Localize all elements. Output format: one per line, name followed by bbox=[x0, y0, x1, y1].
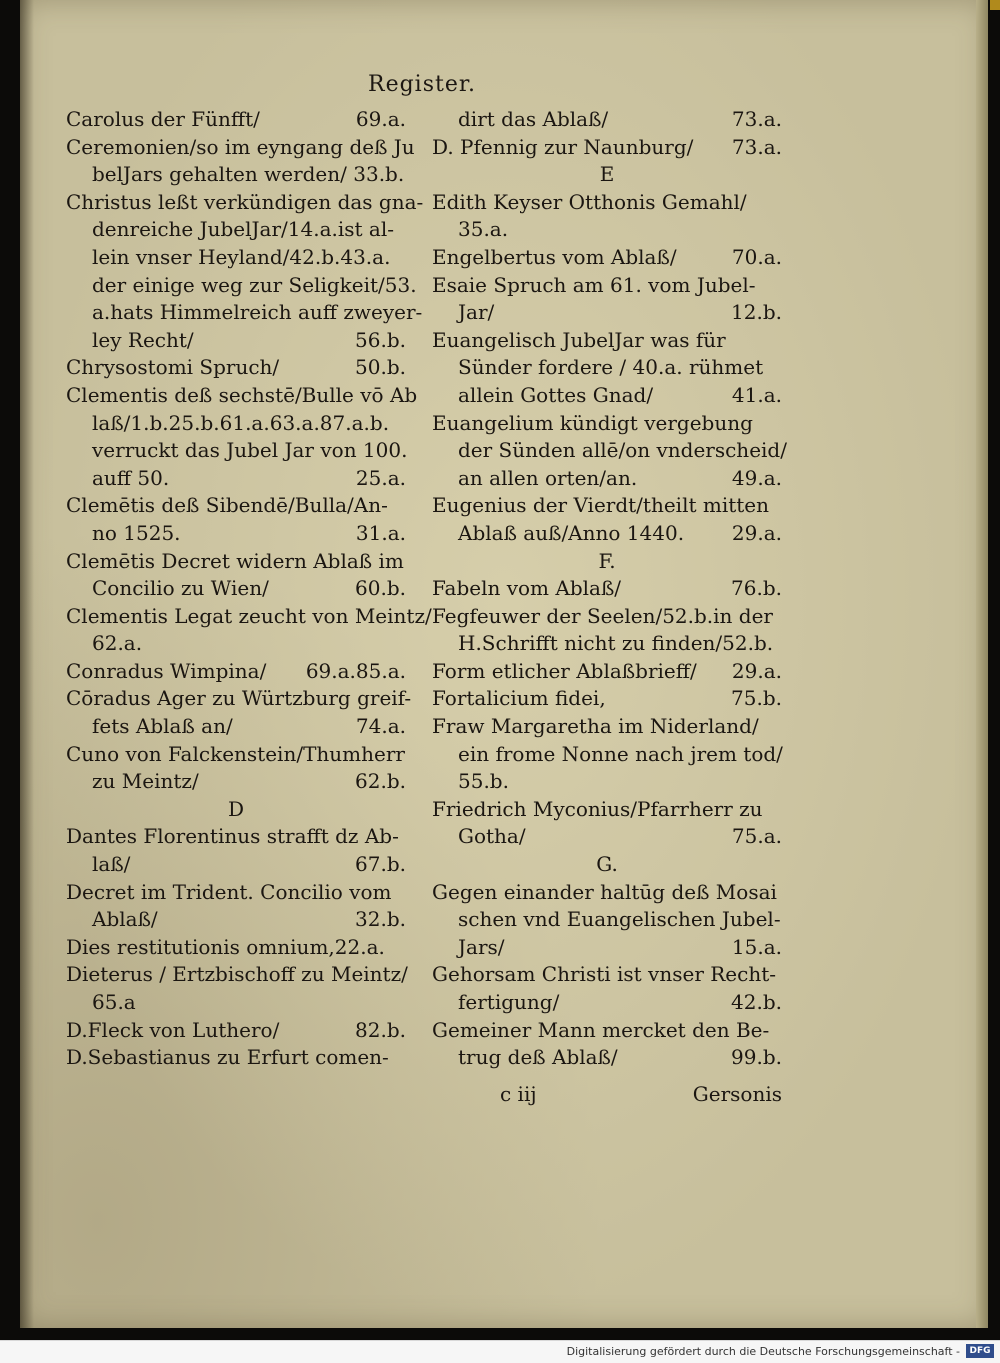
entry-text: Form etlicher Ablaßbrieff/ bbox=[432, 658, 697, 683]
index-entry bbox=[432, 244, 782, 272]
entry-continuation: 62.a. bbox=[92, 631, 143, 656]
entry-continuation: allein Gottes Gnad/ bbox=[458, 382, 654, 407]
index-entry bbox=[432, 796, 782, 824]
entry-continuation: an allen orten/an. bbox=[458, 465, 638, 490]
index-entry bbox=[432, 741, 782, 769]
entry-text: D.Fleck von Luthero/ bbox=[66, 1017, 280, 1042]
page-edge bbox=[976, 0, 988, 1328]
page-reference: 82.b. bbox=[355, 1017, 406, 1042]
entry-text: Conradus Wimpina/ bbox=[66, 658, 267, 683]
index-entry bbox=[66, 906, 406, 934]
entry-continuation: Jars/ bbox=[458, 934, 505, 959]
section-letter: E bbox=[599, 162, 615, 187]
index-entry bbox=[66, 520, 406, 548]
page-reference: 41.a. bbox=[731, 382, 782, 407]
page-reference: 56.b. bbox=[355, 327, 406, 352]
page-reference: 74.a. bbox=[355, 714, 406, 739]
entry-continuation: H.Schrifft nicht zu finden/52.b. bbox=[458, 631, 774, 656]
index-entry bbox=[432, 713, 782, 741]
entry-continuation: fertigung/ bbox=[458, 990, 560, 1014]
entry-text: D. Pfennig zur Naunburg/ bbox=[432, 134, 694, 159]
entry-continuation: denreiche JubelJar/14.a.ist al- bbox=[92, 217, 394, 242]
index-entry bbox=[66, 161, 406, 189]
index-entry bbox=[66, 272, 417, 300]
entry-text: Cōradus Ager zu Würtzburg greif- bbox=[66, 686, 412, 711]
entry-continuation: Sünder fordere / 40.a. rühmet bbox=[458, 355, 764, 380]
index-entry bbox=[66, 106, 406, 134]
entry-continuation: a.hats Himmelreich auff zweyer- bbox=[92, 300, 423, 325]
index-entry bbox=[432, 768, 782, 796]
page-reference: 62.b. bbox=[355, 769, 406, 794]
signature-mark: c iij bbox=[500, 1082, 537, 1106]
section-letter: G. bbox=[596, 852, 618, 877]
index-entry bbox=[66, 189, 424, 217]
index-entry bbox=[432, 603, 782, 631]
entry-text: Eugenius der Vierdt/theilt mitten bbox=[432, 493, 770, 518]
index-entry bbox=[432, 823, 782, 851]
entry-text: Ceremonien/so im eyngang deß Ju bbox=[66, 134, 415, 159]
entry-continuation: no 1525. bbox=[92, 520, 181, 545]
index-column-left bbox=[66, 106, 432, 1072]
page-reference: 49.a. bbox=[731, 465, 782, 490]
gilded-edge bbox=[990, 0, 1000, 10]
index-entry bbox=[432, 134, 782, 162]
entry-continuation: auff 50. bbox=[92, 465, 170, 490]
footer-band bbox=[0, 1340, 1000, 1363]
index-entry bbox=[66, 575, 406, 603]
entry-text: Euangelium kündigt vergebung bbox=[432, 410, 753, 435]
entry-text: Fortalicium fidei, bbox=[432, 686, 606, 711]
entry-continuation: ein frome Nonne nach jrem tod/ bbox=[458, 741, 783, 766]
running-head: Register. bbox=[368, 72, 476, 97]
entry-text: Dies restitutionis omnium,22.a. bbox=[66, 934, 385, 959]
entry-text: Dieterus / Ertzbischoff zu Meintz/ bbox=[66, 962, 408, 987]
entry-text: Engelbertus vom Ablaß/ bbox=[432, 244, 677, 269]
entry-continuation: 55.b. bbox=[458, 769, 509, 794]
index-entry bbox=[432, 216, 782, 244]
page-reference: 31.a. bbox=[355, 520, 406, 545]
index-entry bbox=[66, 437, 406, 465]
index-entry bbox=[66, 410, 406, 438]
gutter-shadow bbox=[20, 0, 34, 1328]
entry-text: Clemētis Decret widern Ablaß im bbox=[66, 548, 404, 573]
index-entry bbox=[432, 630, 782, 658]
index-entry bbox=[432, 410, 782, 438]
index-entry bbox=[66, 382, 418, 410]
entry-continuation: Concilio zu Wien/ bbox=[92, 576, 269, 601]
index-entry bbox=[66, 299, 423, 327]
entry-text: Dantes Florentinus strafft dz Ab- bbox=[66, 824, 399, 849]
index-entry bbox=[66, 354, 406, 382]
entry-continuation: der Sünden allē/on vnderscheid/ bbox=[458, 438, 787, 463]
index-entry bbox=[432, 989, 782, 1017]
entry-text: Clementis deß sechstē/Bulle vō Ab bbox=[66, 382, 418, 407]
page-reference: 76.b. bbox=[731, 576, 782, 601]
section-letter: D bbox=[227, 796, 245, 821]
page-reference: 69.a.85.a. bbox=[305, 658, 406, 683]
entry-text: Esaie Spruch am 61. vom Jubel- bbox=[432, 272, 756, 297]
index-entry bbox=[66, 603, 432, 631]
index-column-right bbox=[432, 106, 787, 1072]
index-entry bbox=[432, 106, 782, 134]
page-reference: 75.a. bbox=[731, 824, 782, 849]
catchword: Gersonis bbox=[692, 1082, 782, 1106]
entry-text: Fraw Margaretha im Niderland/ bbox=[432, 714, 759, 739]
index-entry bbox=[66, 327, 406, 355]
index-entry bbox=[432, 575, 782, 603]
index-entry bbox=[66, 216, 406, 244]
entry-continuation: ley Recht/ bbox=[92, 327, 194, 352]
section-letter: F. bbox=[598, 548, 616, 573]
index-entry bbox=[432, 1017, 782, 1045]
index-entry bbox=[66, 244, 406, 272]
index-entry bbox=[432, 934, 782, 962]
index-entry bbox=[432, 1044, 782, 1072]
entry-text: Euangelisch JubelJar was für bbox=[432, 327, 726, 352]
entry-continuation: 65.a bbox=[92, 990, 136, 1014]
index-entry bbox=[66, 548, 406, 576]
entry-text: Gegen einander haltūg deß Mosai bbox=[432, 879, 777, 904]
page-reference: 75.b. bbox=[731, 686, 782, 711]
index-entry bbox=[432, 520, 782, 548]
index-entry bbox=[66, 961, 406, 989]
entry-continuation: Ablaß/ bbox=[92, 907, 158, 932]
page-reference: 67.b. bbox=[355, 852, 406, 877]
index-entry bbox=[66, 741, 406, 769]
index-entry bbox=[432, 658, 782, 686]
page-reference: 25.a. bbox=[355, 465, 406, 490]
index-entry bbox=[66, 492, 406, 520]
index-entry bbox=[66, 630, 406, 658]
index-entry bbox=[432, 492, 782, 520]
index-entry bbox=[432, 961, 782, 989]
index-entry bbox=[432, 437, 787, 465]
index-entry bbox=[66, 685, 412, 713]
index-entry bbox=[432, 327, 782, 355]
entry-continuation: verruckt das Jubel Jar von 100. bbox=[92, 438, 408, 463]
page-reference: 12.b. bbox=[731, 300, 782, 325]
page-reference: 50.b. bbox=[355, 355, 406, 380]
entry-text: Friedrich Myconius/Pfarrherr zu bbox=[432, 796, 763, 821]
index-entry bbox=[432, 299, 782, 327]
index-entry bbox=[66, 879, 406, 907]
page-reference: 42.b. bbox=[731, 990, 782, 1014]
index-entry bbox=[432, 465, 782, 493]
page-reference: 99.b. bbox=[731, 1045, 782, 1070]
index-entry bbox=[432, 685, 782, 713]
entry-continuation: fets Ablaß an/ bbox=[92, 714, 233, 739]
index-entry bbox=[432, 382, 782, 410]
entry-text: Cuno von Falckenstein/Thumherr bbox=[66, 741, 405, 766]
entry-text: Gemeiner Mann mercket den Be- bbox=[432, 1017, 770, 1042]
entry-text: D.Sebastianus zu Erfurt comen- bbox=[66, 1045, 389, 1070]
index-entry bbox=[66, 134, 415, 162]
index-entry bbox=[66, 1017, 406, 1045]
index-entry bbox=[432, 354, 782, 382]
index-entry bbox=[66, 465, 406, 493]
page-reference: 73.a. bbox=[731, 107, 782, 131]
page-reference: 60.b. bbox=[355, 576, 406, 601]
entry-continuation: belJars gehalten werden/ 33.b. bbox=[92, 162, 405, 187]
page-reference: 29.a. bbox=[731, 658, 782, 683]
entry-continuation: trug deß Ablaß/ bbox=[458, 1045, 618, 1070]
entry-text: Fabeln vom Ablaß/ bbox=[432, 576, 622, 601]
page-reference: 70.a. bbox=[731, 244, 782, 269]
entry-continuation: schen vnd Euangelischen Jubel- bbox=[458, 907, 781, 932]
entry-text: Clementis Legat zeucht von Meintz/ bbox=[66, 603, 432, 628]
entry-text: Carolus der Fünfft/ bbox=[66, 107, 260, 131]
page-reference: 15.a. bbox=[731, 934, 782, 959]
index-entry bbox=[66, 713, 406, 741]
page-reference: 73.a. bbox=[731, 134, 782, 159]
entry-continuation: laß/ bbox=[92, 852, 131, 877]
index-entry bbox=[66, 851, 406, 879]
entry-text: Chrysostomi Spruch/ bbox=[66, 355, 280, 380]
entry-text: Edith Keyser Otthonis Gemahl/ bbox=[432, 189, 747, 214]
entry-continuation: Gotha/ bbox=[458, 824, 526, 849]
entry-continuation: Jar/ bbox=[458, 300, 495, 325]
index-entry bbox=[66, 1044, 406, 1072]
index-entry bbox=[432, 906, 782, 934]
entry-text: Gehorsam Christi ist vnser Recht- bbox=[432, 962, 777, 987]
entry-continuation: 35.a. bbox=[458, 217, 509, 242]
page-reference: 69.a. bbox=[355, 107, 406, 131]
funding-note: Digitalisierung gefördert durch die Deutsche Forschungsgemeinschaft - bbox=[566, 1345, 960, 1358]
index-entry bbox=[432, 879, 782, 907]
entry-text: Decret im Trident. Concilio vom bbox=[66, 879, 392, 904]
entry-continuation: der einige weg zur Seligkeit/53. bbox=[92, 272, 417, 297]
entry-continuation: dirt das Ablaß/ bbox=[458, 107, 609, 131]
page-reference: 32.b. bbox=[355, 907, 406, 932]
index-entry bbox=[66, 658, 406, 686]
index-entry bbox=[66, 823, 406, 851]
entry-continuation: laß/1.b.25.b.61.a.63.a.87.a.b. bbox=[92, 410, 390, 435]
index-entry bbox=[66, 768, 406, 796]
entry-continuation: lein vnser Heyland/42.b.43.a. bbox=[92, 244, 391, 269]
index-entry bbox=[432, 189, 782, 217]
index-entry bbox=[66, 934, 406, 962]
entry-text: Fegfeuwer der Seelen/52.b.in der bbox=[432, 603, 773, 628]
entry-continuation: Ablaß auß/Anno 1440. bbox=[458, 520, 685, 545]
entry-text: Christus leßt verkündigen das gna- bbox=[66, 189, 424, 214]
index-entry bbox=[66, 989, 406, 1017]
index-entry bbox=[432, 272, 782, 300]
entry-continuation: zu Meintz/ bbox=[92, 769, 199, 794]
page-reference: 29.a. bbox=[731, 520, 782, 545]
dfg-logo: DFG bbox=[966, 1344, 994, 1358]
entry-text: Clemētis deß Sibendē/Bulla/An- bbox=[66, 493, 388, 518]
